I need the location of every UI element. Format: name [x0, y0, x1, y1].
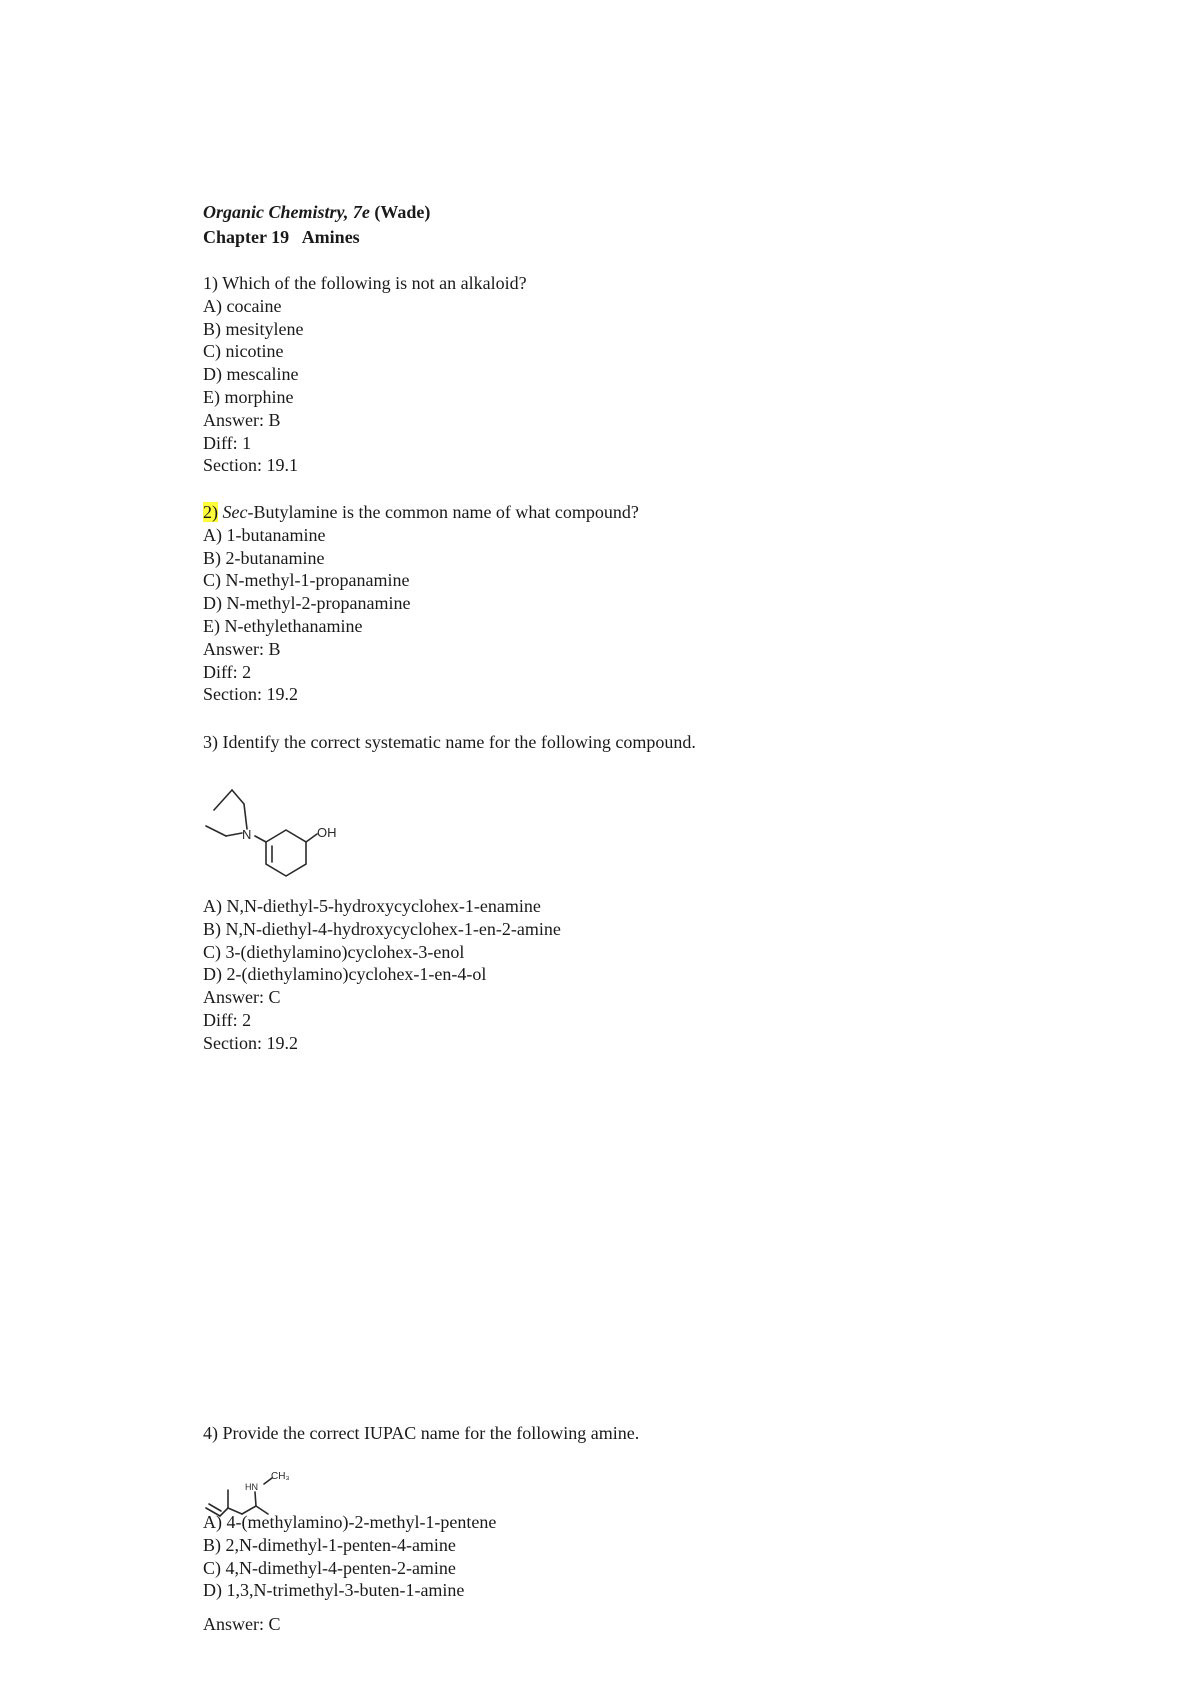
- question-text: Identify the correct systematic name for the following compound.: [222, 732, 696, 752]
- book-title: Organic Chemistry, 7e: [203, 202, 370, 222]
- bond: [226, 833, 242, 836]
- option: D) mescaline: [203, 364, 299, 385]
- chemical-structure-q3: [200, 778, 360, 878]
- option: C) nicotine: [203, 341, 284, 362]
- bond: [206, 826, 226, 836]
- chapter-number: Chapter 19: [203, 227, 290, 247]
- section-line: Section: 19.2: [203, 684, 298, 705]
- option: B) 2-butanamine: [203, 547, 325, 568]
- question-4-choices: [203, 1511, 496, 1602]
- option: C) 4,N-dimethyl-4-penten-2-amine: [203, 1557, 456, 1578]
- answer-line: Answer: C: [203, 987, 281, 1008]
- difficulty-line: Diff: 2: [203, 661, 252, 682]
- bond: [244, 804, 247, 829]
- book-title-line: [203, 200, 430, 224]
- option: D) 2-(diethylamino)cyclohex-1-en-4-ol: [203, 964, 487, 985]
- question-text: Which of the following is not an alkaloid?: [222, 273, 527, 293]
- question-3-choices: [203, 895, 561, 1055]
- option: E) morphine: [203, 386, 294, 407]
- question-number: 4): [203, 1423, 218, 1443]
- question-number: 1): [203, 273, 218, 293]
- question-prompt: [203, 1422, 639, 1445]
- bond: [214, 790, 232, 810]
- methyl-label: CH₃: [271, 1471, 290, 1482]
- book-author: (Wade): [374, 202, 431, 222]
- bond: [255, 1492, 256, 1506]
- option: B) 2,N-dimethyl-1-penten-4-amine: [203, 1534, 456, 1555]
- nitrogen-label: N: [242, 827, 252, 842]
- option: D) 1,3,N-trimethyl-3-buten-1-amine: [203, 1580, 465, 1601]
- question-text: Provide the correct IUPAC name for the following amine.: [222, 1423, 640, 1443]
- option: B) N,N-diethyl-4-hydroxycyclohex-1-en-2-amine: [203, 918, 561, 939]
- question-prompt: [203, 272, 527, 295]
- option: C) N-methyl-1-propanamine: [203, 570, 410, 591]
- section-line: Section: 19.1: [203, 455, 298, 476]
- difficulty-line: Diff: 1: [203, 432, 252, 453]
- question-4: [203, 1422, 639, 1445]
- question-3: [203, 731, 696, 754]
- chapter-heading: [203, 225, 360, 249]
- bond: [232, 790, 244, 804]
- chapter-name: Amines: [301, 227, 360, 247]
- question-prompt: [203, 501, 639, 524]
- question-number-highlighted: 2): [203, 502, 218, 522]
- option: B) mesitylene: [203, 318, 304, 339]
- option: E) N-ethylethanamine: [203, 615, 363, 636]
- question-text: -Butylamine is the common name of what compound?: [247, 502, 639, 522]
- question-prompt: [203, 731, 696, 754]
- question-number: 3): [203, 732, 218, 752]
- question-1: [203, 272, 527, 477]
- hydroxyl-label: OH: [317, 825, 337, 840]
- bond: [306, 834, 317, 842]
- section-line: Section: 19.2: [203, 1032, 298, 1053]
- answer-line: Answer: B: [203, 638, 281, 659]
- difficulty-line: Diff: 2: [203, 1009, 252, 1030]
- question-2: [203, 501, 639, 706]
- option: A) 1-butanamine: [203, 524, 326, 545]
- option: D) N-methyl-2-propanamine: [203, 593, 411, 614]
- amine-label: HN: [245, 1482, 258, 1492]
- option: A) cocaine: [203, 295, 282, 316]
- option: C) 3-(diethylamino)cyclohex-3-enol: [203, 941, 465, 962]
- question-text-italic: Sec: [222, 502, 248, 522]
- answer-line-cutoff: Answer: C: [203, 1614, 281, 1634]
- option: A) N,N-diethyl-5-hydroxycyclohex-1-enamine: [203, 896, 541, 916]
- answer-line: Answer: B: [203, 409, 281, 430]
- option: A) 4-(methylamino)-2-methyl-1-pentene: [203, 1512, 497, 1532]
- bond: [255, 836, 266, 842]
